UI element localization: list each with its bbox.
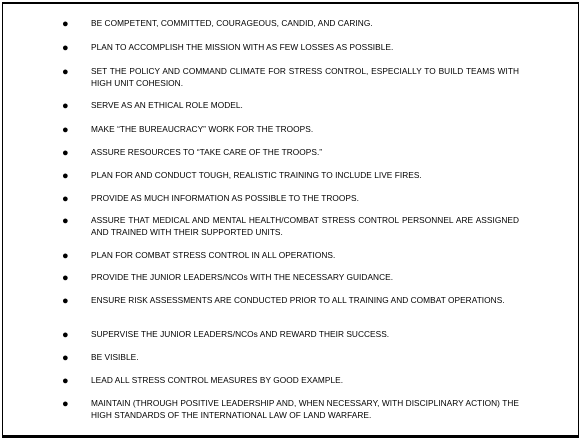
- list-item-text: PLAN FOR AND CONDUCT TOUGH, REALISTIC TRAINING TO INCLUDE LIVE FIRES.: [91, 170, 422, 180]
- bullet-icon: ●: [62, 329, 69, 341]
- bullet-icon: ●: [62, 272, 69, 284]
- bullet-icon: ●: [62, 398, 69, 410]
- bullet-icon: ●: [62, 193, 69, 205]
- right-border: [578, 2, 579, 438]
- bullet-icon: ●: [62, 42, 69, 54]
- list-item-text: ASSURE RESOURCES TO “TAKE CARE OF THE TROOPS.”: [91, 147, 323, 157]
- bullet-icon: ●: [62, 375, 69, 387]
- bullet-icon: ●: [62, 352, 69, 364]
- list-item-text: ASSURE THAT MEDICAL AND MENTAL HEALTH/COMBAT STRESS CONTROL PERSONNEL ARE ASSIGNED AND TRAINED WITH THEIR SUPPORTED UNITS.: [91, 215, 519, 237]
- bullet-icon: ●: [62, 147, 69, 159]
- bullet-icon: ●: [62, 215, 69, 227]
- list-item-text: MAKE “THE BUREAUCRACY” WORK FOR THE TROOPS.: [91, 124, 314, 134]
- bullet-icon: ●: [62, 250, 69, 262]
- bullet-icon: ●: [62, 124, 69, 136]
- list-item-text: PLAN TO ACCOMPLISH THE MISSION WITH AS FEW LOSSES AS POSSIBLE.: [91, 42, 394, 52]
- list-item-text: BE COMPETENT, COMMITTED, COURAGEOUS, CANDID, AND CARING.: [91, 18, 373, 28]
- list-item-text: BE VISIBLE.: [91, 352, 139, 362]
- list-item-text: SET THE POLICY AND COMMAND CLIMATE FOR STRESS CONTROL, ESPECIALLY TO BUILD TEAMS WITH HIGH UNIT COHESION.: [91, 66, 519, 88]
- bullet-icon: ●: [62, 295, 69, 307]
- bullet-icon: ●: [62, 18, 69, 30]
- list-item-text: LEAD ALL STRESS CONTROL MEASURES BY GOOD EXAMPLE.: [91, 375, 344, 385]
- list-item-text: PROVIDE THE JUNIOR LEADERS/NCOs WITH THE NECESSARY GUIDANCE.: [91, 272, 394, 282]
- left-border: [2, 2, 3, 438]
- bottom-rule: [2, 435, 578, 438]
- list-item-text: PLAN FOR COMBAT STRESS CONTROL IN ALL OPERATIONS.: [91, 250, 336, 260]
- list-item-text: SERVE AS AN ETHICAL ROLE MODEL.: [91, 100, 243, 110]
- list-item-text: MAINTAIN (THROUGH POSITIVE LEADERSHIP AND, WHEN NECESSARY, WITH DISCIPLINARY ACTION) THE HIGH STANDARDS OF THE INTERNATIONAL LAW OF LAND WARFARE.: [91, 398, 519, 420]
- bullet-icon: ●: [62, 170, 69, 182]
- list-item-text: ENSURE RISK ASSESSMENTS ARE CONDUCTED PRIOR TO ALL TRAINING AND COMBAT OPERATIONS.: [91, 295, 505, 305]
- list-item-text: SUPERVISE THE JUNIOR LEADERS/NCOs AND REWARD THEIR SUCCESS.: [91, 329, 390, 339]
- bullet-icon: ●: [62, 100, 69, 112]
- top-rule: [2, 2, 578, 4]
- list-item-text: PROVIDE AS MUCH INFORMATION AS POSSIBLE TO THE TROOPS.: [91, 193, 359, 203]
- bullet-icon: ●: [62, 66, 69, 78]
